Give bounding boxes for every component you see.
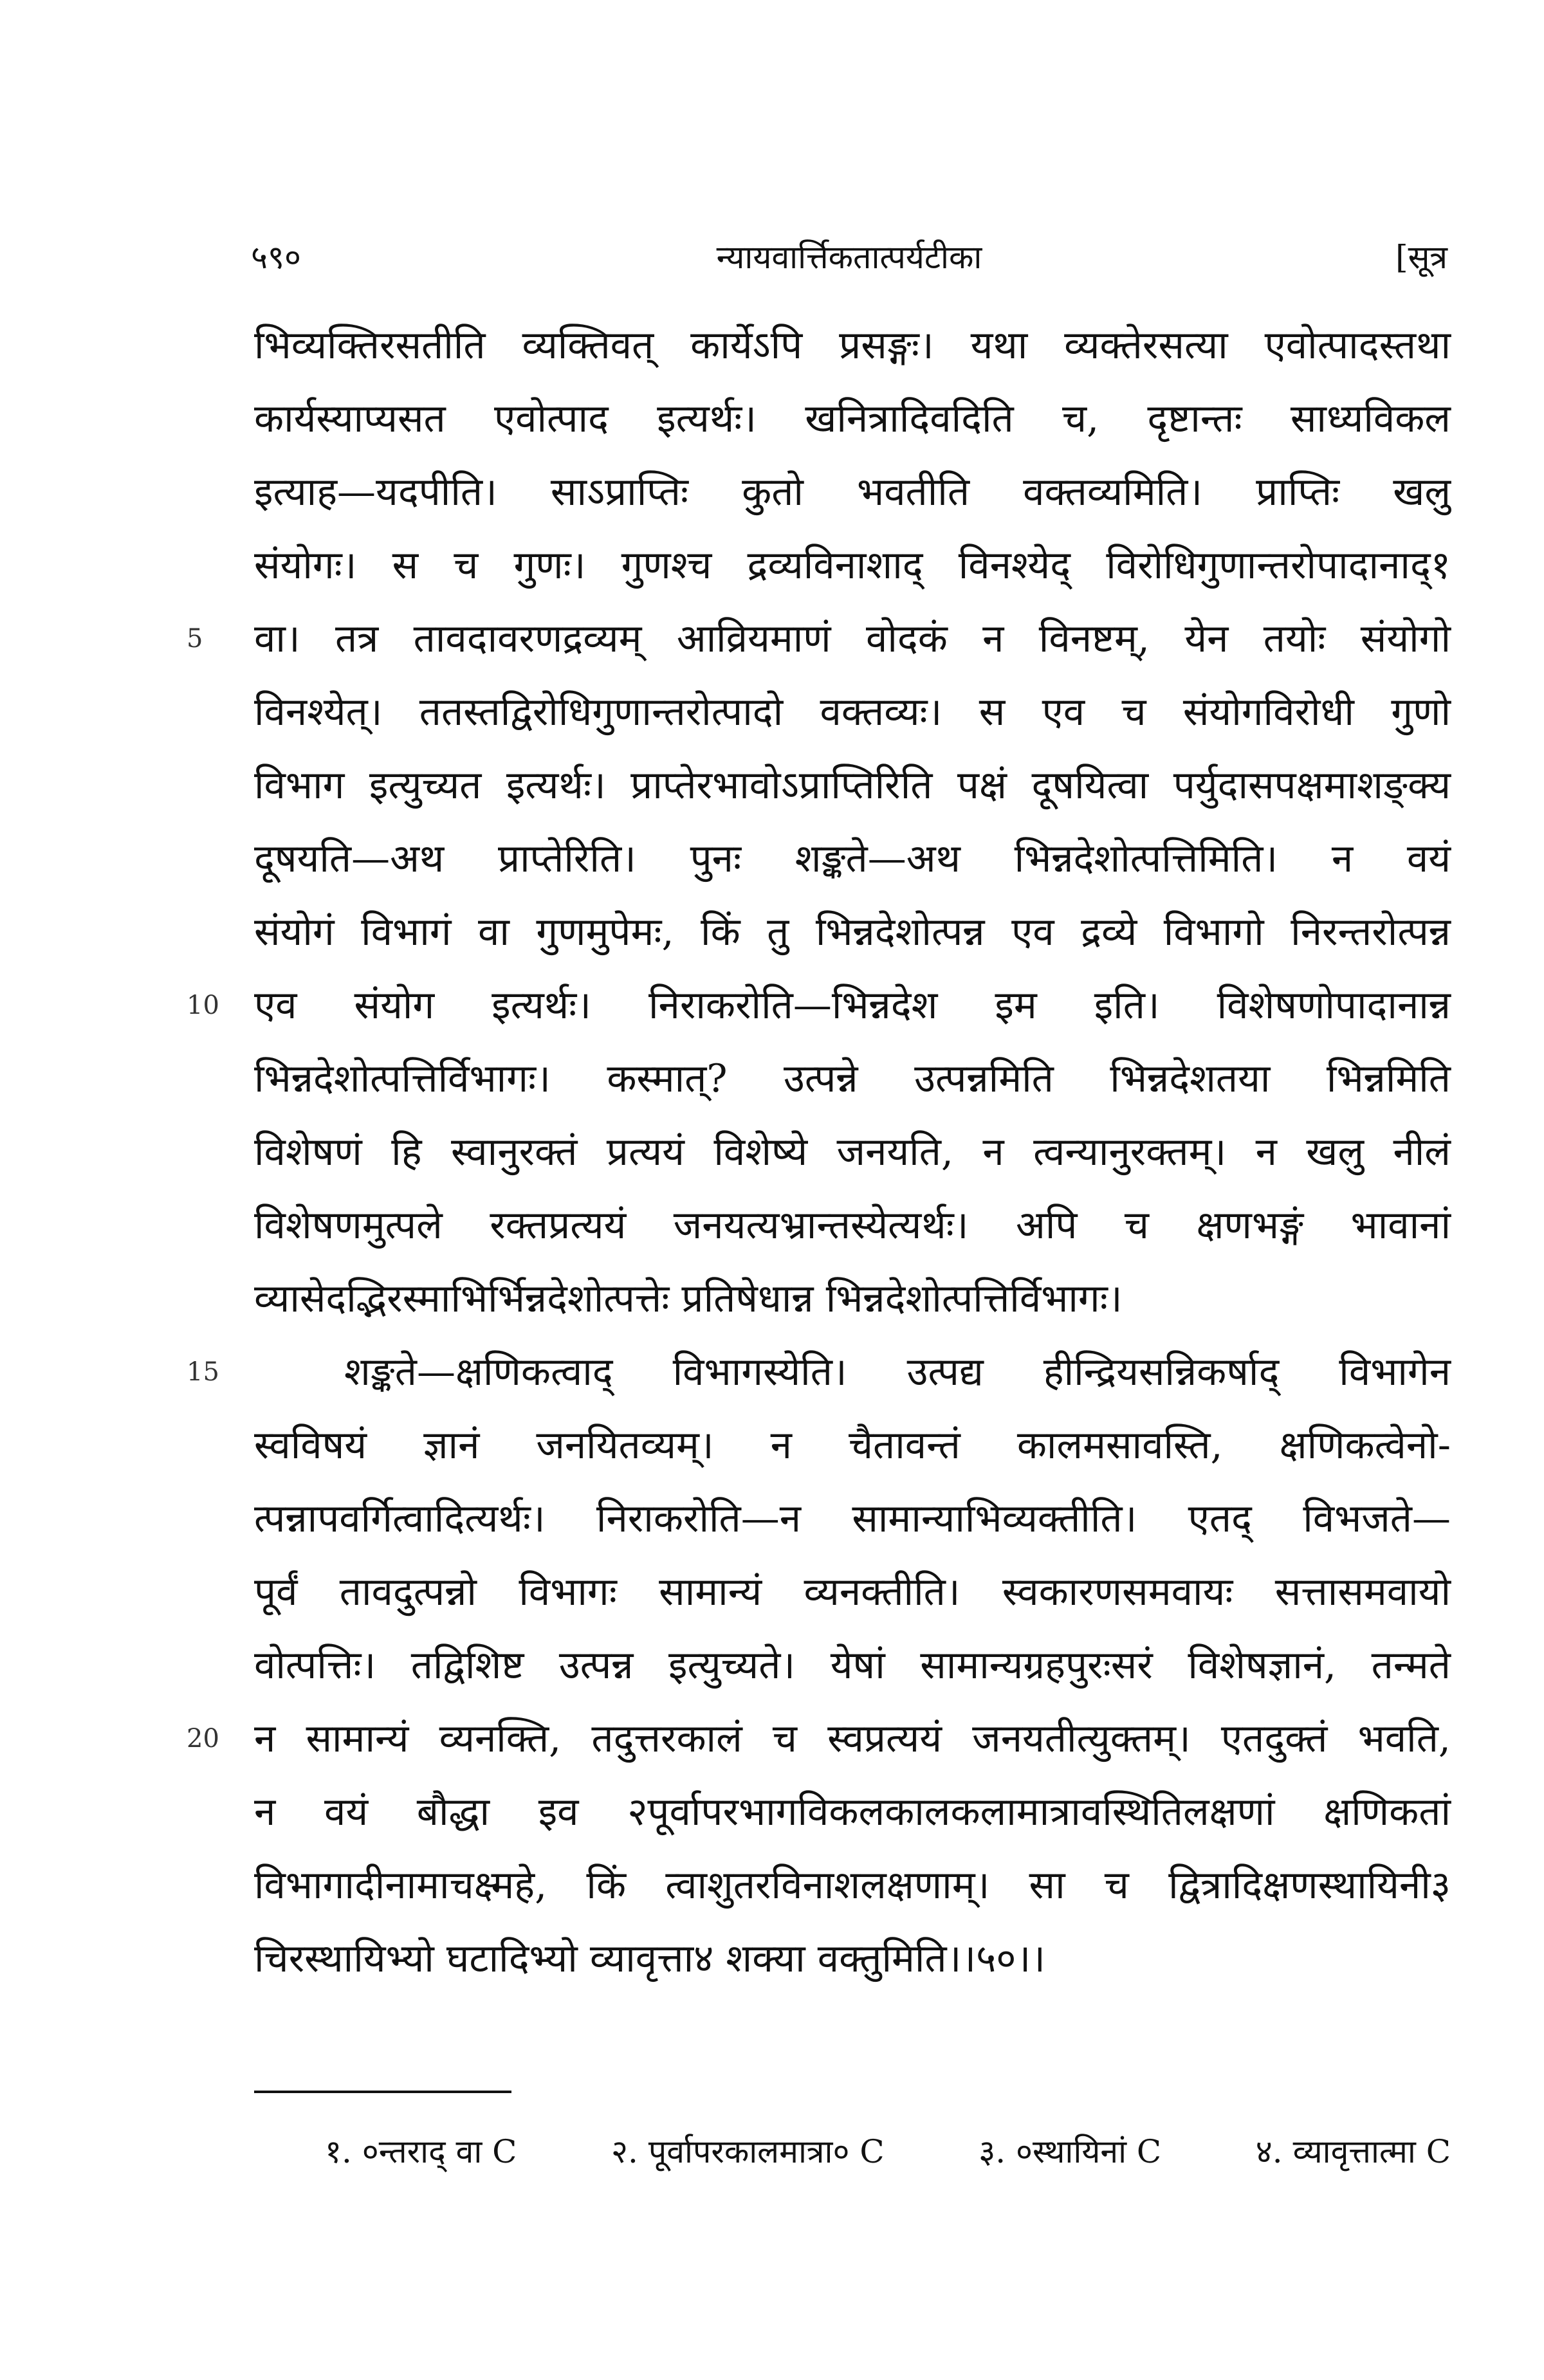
footnote-1: १. ०न्तराद् वा C (325, 2133, 517, 2170)
line-text: शङ्कते—क्षणिकत्वाद् विभागस्येति। उत्पद्य हीन्द्रियसन्निकर्षाद् विभागेन (344, 1350, 1451, 1395)
line-text: विशेषणमुत्पले रक्तप्रत्ययं जनयत्यभ्रान्तस्येत्यर्थः। अपि च क्षणभङ्गं भावानां (254, 1203, 1451, 1248)
text-line-20 (187, 1702, 1451, 1775)
line-text: व्यासेदद्भिरस्माभिर्भिन्नदेशोत्पत्तेः प्रतिषेधान्न भिन्नदेशोत्पत्तिर्विभागः। (254, 1276, 1123, 1321)
text-line-6 (254, 675, 1451, 749)
text-line-12 (254, 1115, 1451, 1189)
line-text: एव संयोग इत्यर्थः। निराकरोति—भिन्नदेश इम इति। विशेषणोपादानान्न (254, 983, 1451, 1028)
running-title: न्यायवार्त्तिकतात्पर्यटीका (716, 239, 982, 276)
text-line-22 (254, 1849, 1451, 1922)
text-line-9 (254, 895, 1451, 969)
main-text (187, 309, 1451, 1995)
line-text: त्पन्नापवर्गित्वादित्यर्थः। निराकरोति—न सामान्याभिव्यक्तीति। एतद् विभजते— (254, 1496, 1451, 1541)
line-text: चिरस्थायिभ्यो घटादिभ्यो व्यावृत्ता४ शक्या वक्तुमिति।।५०।। (254, 1936, 1045, 1981)
footnote-divider (254, 2091, 511, 2093)
footnote-3: ३. ०स्थायिनां C (979, 2133, 1162, 2170)
line-text: दूषयति—अथ प्राप्तेरिति। पुनः शङ्कते—अथ भिन्नदेशोत्पत्तिमिति। न वयं (254, 836, 1451, 881)
line-text: स्वविषयं ज्ञानं जनयितव्यम्। न चैतावन्तं कालमसावस्ति, क्षणिकत्वेनो- (254, 1423, 1451, 1468)
footnotes (325, 2126, 1451, 2177)
text-line-13 (254, 1189, 1451, 1262)
line-text: विशेषणं हि स्वानुरक्तं प्रत्ययं विशेष्ये जनयति, न त्वन्यानुरक्तम्। न खलु नीलं (254, 1130, 1451, 1175)
line-text: संयोगं विभागं वा गुणमुपेमः, किं तु भिन्नदेशोत्पन्न एव द्रव्ये विभागो निरन्तरोत्पन्न (254, 910, 1451, 955)
page-number: ५९० (251, 239, 301, 276)
text-line-10 (187, 969, 1451, 1042)
line-number: 5 (187, 624, 203, 654)
text-line-8 (254, 822, 1451, 895)
line-text: कार्यस्याप्यसत एवोत्पाद इत्यर्थः। खनित्रादिवदिति च, दृष्टान्तः साध्यविकल (254, 396, 1451, 441)
text-line-18 (254, 1555, 1451, 1629)
text-line-4 (254, 529, 1451, 602)
line-text: वा। तत्र तावदावरणद्रव्यम् आव्रियमाणं वोदकं न विनष्टम्, येन तयोः संयोगो (254, 616, 1451, 661)
line-text: न वयं बौद्धा इव २पूर्वापरभागविकलकालकलामात्रावस्थितिलक्षणां क्षणिकतां (254, 1790, 1451, 1835)
footnote-4: ४. व्यावृत्तात्मा C (1255, 2133, 1451, 2170)
line-number: 15 (187, 1357, 219, 1387)
line-number: 20 (187, 1724, 219, 1753)
text-line-15 (187, 1335, 1451, 1409)
text-line-14 (254, 1262, 1451, 1335)
text-line-1 (254, 309, 1451, 382)
text-line-2 (254, 382, 1451, 455)
line-text: पूर्वं तावदुत्पन्नो विभागः सामान्यं व्यनक्तीति। स्वकारणसमवायः सत्तासमवायो (254, 1570, 1451, 1615)
text-line-19 (254, 1629, 1451, 1702)
line-text: न सामान्यं व्यनक्ति, तदुत्तरकालं च स्वप्रत्ययं जनयतीत्युक्तम्। एतदुक्तं भवति, (254, 1716, 1451, 1761)
text-line-5 (187, 602, 1451, 675)
text-line-17 (254, 1482, 1451, 1555)
text-line-23 (254, 1922, 1451, 1995)
footnote-2: २. पूर्वापरकालमात्रा० C (611, 2133, 885, 2170)
line-text: विभाग इत्युच्यत इत्यर्थः। प्राप्तेरभावोऽप्राप्तिरिति पक्षं दूषयित्वा पर्युदासपक्षमाशङ्क्य (254, 763, 1451, 808)
line-number: 10 (187, 991, 219, 1020)
section-marker: [सूत्र (1395, 239, 1448, 276)
line-text: भिन्नदेशोत्पत्तिर्विभागः। कस्मात्? उत्पन्ने उत्पन्नमिति भिन्नदेशतया भिन्नमिति (254, 1056, 1451, 1101)
line-text: संयोगः। स च गुणः। गुणश्च द्रव्यविनाशाद् विनश्येद् विरोधिगुणान्तरोपादानाद्१ (254, 543, 1451, 588)
line-text: भिव्यक्तिरसतीति व्यक्तिवत् कार्येऽपि प्रसङ्गः। यथा व्यक्तेरसत्या एवोत्पादस्तथा (254, 323, 1451, 368)
line-text: विभागादीनामाचक्ष्महे, किं त्वाशुतरविनाशलक्षणाम्। सा च द्वित्रादिक्षणस्थायिनी३ (254, 1863, 1451, 1908)
text-line-21 (254, 1775, 1451, 1849)
text-line-7 (254, 749, 1451, 822)
running-header (251, 232, 1448, 283)
line-text: विनश्येत्। ततस्तद्विरोधिगुणान्तरोत्पादो वक्तव्यः। स एव च संयोगविरोधी गुणो (254, 690, 1451, 735)
text-line-11 (254, 1042, 1451, 1115)
line-text: वोत्पत्तिः। तद्विशिष्ट उत्पन्न इत्युच्यते। येषां सामान्यग्रहपुरःसरं विशेषज्ञानं, तन्मते (254, 1643, 1451, 1688)
text-line-3 (254, 455, 1451, 529)
text-line-16 (254, 1409, 1451, 1482)
line-text: इत्याह—यदपीति। साऽप्राप्तिः कुतो भवतीति वक्तव्यमिति। प्राप्तिः खलु (254, 470, 1451, 515)
